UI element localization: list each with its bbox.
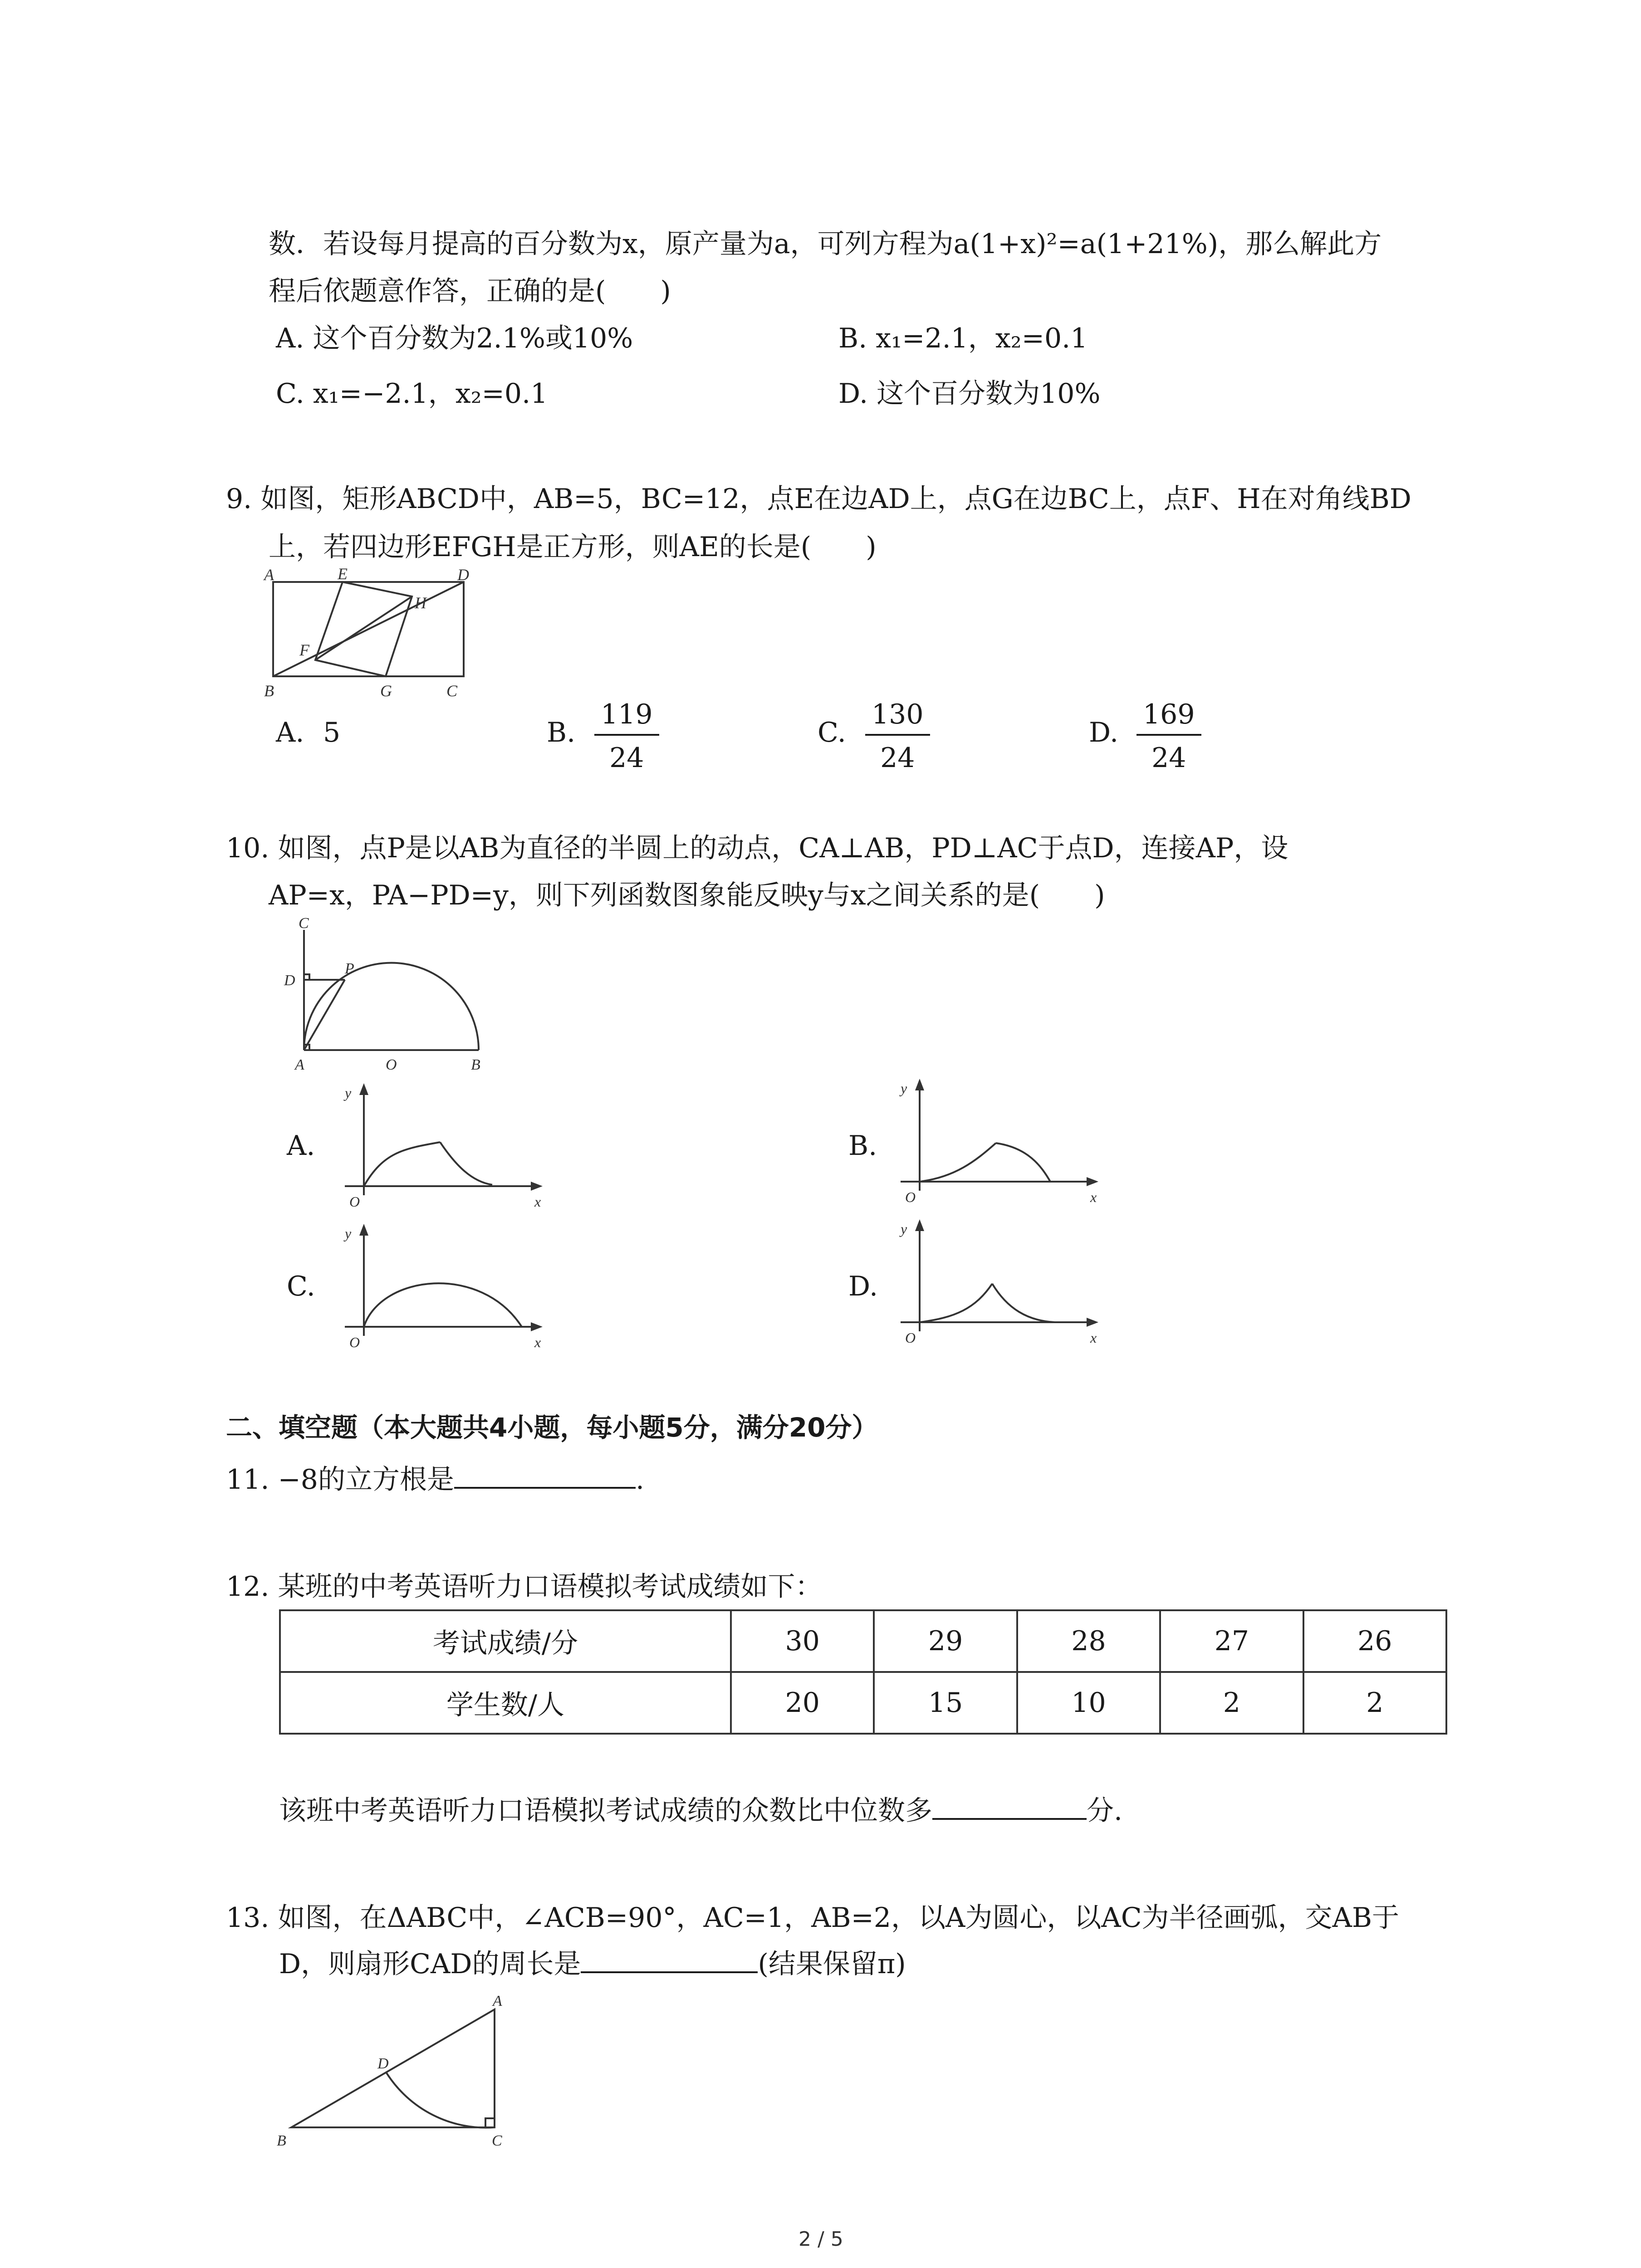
q10-stem-line1: 10. 如图，点P是以AB为直径的半圆上的动点，CA⊥AB，PD⊥AC于点D，连接AP，设 bbox=[226, 832, 1288, 864]
q12-question-line bbox=[279, 1795, 1123, 1827]
q8-option-b: B. x₁=2.1，x₂=0.1 bbox=[838, 323, 1088, 354]
q10-option-c-label: C. bbox=[287, 1271, 315, 1302]
q10-graph-d-y-label: y bbox=[901, 1221, 907, 1237]
table-row bbox=[280, 1672, 1446, 1734]
q9-label-d: D bbox=[457, 566, 469, 584]
q9-option-d-fraction bbox=[1136, 699, 1201, 774]
table-cell: 学生数/人 bbox=[280, 1672, 731, 1734]
q13-end: (结果保留π) bbox=[758, 1948, 906, 1980]
q13-stem-line2 bbox=[279, 1950, 906, 1978]
q9-stem-line1: 9. 如图，矩形ABCD中，AB=5，BC=12，点E在边AD上，点G在边BC上，点F、H在对角线BD bbox=[226, 483, 1411, 515]
table-cell: 2 bbox=[1160, 1672, 1303, 1734]
q8-option-d: D. 这个百分数为10% bbox=[838, 378, 1101, 410]
q9-stem-line2: 上，若四边形EFGH是正方形，则AE的长是( ) bbox=[269, 531, 877, 563]
table-cell: 29 bbox=[874, 1610, 1017, 1672]
q10-graph-a bbox=[336, 1080, 558, 1216]
q10-label-b: B bbox=[471, 1056, 480, 1073]
q9-option-b-fraction bbox=[594, 699, 659, 774]
q9-option-b-label: B. bbox=[547, 717, 576, 748]
q12-end: 分. bbox=[1087, 1795, 1123, 1827]
page-indicator: 2 / 5 bbox=[798, 2228, 843, 2251]
q9-option-d-numerator: 169 bbox=[1136, 699, 1201, 736]
q9-option-b-numerator: 119 bbox=[594, 699, 659, 736]
q10-graph-a-origin: O bbox=[349, 1193, 360, 1210]
q10-graph-a-x-label: x bbox=[534, 1193, 541, 1210]
q10-option-d-label: D. bbox=[848, 1271, 878, 1302]
q10-label-p: P bbox=[345, 960, 354, 977]
q8-option-a: A. 这个百分数为2.1%或10% bbox=[276, 323, 633, 354]
q13-label-a: A bbox=[493, 1993, 502, 2009]
q10-graph-d-origin: O bbox=[905, 1330, 916, 1346]
q13-answer-blank bbox=[581, 1967, 758, 1973]
q10-graph-c-origin: O bbox=[349, 1334, 360, 1350]
table-cell: 10 bbox=[1017, 1672, 1160, 1734]
q9-label-a: A bbox=[264, 566, 274, 584]
table-cell: 15 bbox=[874, 1672, 1017, 1734]
q9-option-d-denominator: 24 bbox=[1151, 742, 1186, 774]
q9-label-e: E bbox=[338, 565, 348, 583]
q10-graph-c-x-label: x bbox=[534, 1334, 541, 1350]
q9-option-a-value: 5 bbox=[323, 717, 341, 748]
q8-stem-line2: 程后依题意作答，正确的是( ) bbox=[269, 275, 671, 307]
q10-stem-line2: AP=x，PA−PD=y，则下列函数图象能反映y与x之间关系的是( ) bbox=[269, 880, 1105, 911]
q10-graph-c bbox=[336, 1220, 558, 1356]
q9-option-d-label: D. bbox=[1089, 717, 1119, 748]
table-cell: 27 bbox=[1160, 1610, 1303, 1672]
q12-question: 该班中考英语听力口语模拟考试成绩的众数比中位数多 bbox=[279, 1795, 932, 1827]
table-cell: 26 bbox=[1303, 1610, 1446, 1672]
q13-label-c: C bbox=[492, 2132, 502, 2149]
q11-line bbox=[226, 1464, 645, 1496]
table-cell: 考试成绩/分 bbox=[280, 1610, 731, 1672]
q10-graph-d bbox=[892, 1216, 1114, 1352]
q9-label-h: H bbox=[415, 594, 426, 612]
q10-graph-b-y-label: y bbox=[901, 1080, 907, 1096]
q10-label-d: D bbox=[284, 972, 295, 989]
q11-end: . bbox=[635, 1464, 645, 1496]
q8-option-c: C. x₁=−2.1，x₂=0.1 bbox=[276, 378, 548, 410]
q11-text: 11. −8的立方根是 bbox=[226, 1464, 454, 1496]
q10-graph-d-x-label: x bbox=[1090, 1330, 1097, 1346]
q13-text: D，则扇形CAD的周长是 bbox=[279, 1948, 581, 1980]
q13-stem-line1: 13. 如图，在ΔABC中，∠ACB=90°，AC=1，AB=2，以A为圆心，以AC为半径画弧，交AB于 bbox=[226, 1902, 1400, 1934]
q12-answer-blank bbox=[932, 1813, 1087, 1820]
q9-option-b-denominator: 24 bbox=[609, 742, 644, 774]
table-cell: 28 bbox=[1017, 1610, 1160, 1672]
q10-graph-b-origin: O bbox=[905, 1189, 916, 1205]
q9-option-c-numerator: 130 bbox=[865, 699, 930, 736]
q10-graph-b bbox=[892, 1075, 1114, 1211]
q12-intro: 12. 某班的中考英语听力口语模拟考试成绩如下： bbox=[226, 1571, 823, 1603]
q13-triangle-figure bbox=[272, 1982, 517, 2155]
q11-answer-blank bbox=[454, 1482, 636, 1489]
section-title: 二、填空题（本大题共4小题，每小题5分，满分20分） bbox=[226, 1412, 878, 1443]
q10-semicircle-figure bbox=[277, 916, 490, 1075]
q12-score-table bbox=[279, 1609, 1447, 1735]
q13-label-b: B bbox=[277, 2132, 286, 2149]
q9-label-g: G bbox=[380, 682, 392, 700]
q10-option-b-label: B. bbox=[848, 1130, 877, 1162]
q9-label-f: F bbox=[299, 641, 309, 659]
q9-rectangle-figure bbox=[263, 565, 481, 701]
q9-option-c-label: C. bbox=[818, 717, 846, 748]
q8-stem-line1: 数．若设每月提高的百分数为x，原产量为a，可列方程为a(1+x)²=a(1+21%)，那么解此方 bbox=[269, 228, 1382, 260]
q10-option-a-label: A. bbox=[287, 1130, 315, 1162]
q10-label-a: A bbox=[295, 1056, 304, 1073]
q10-graph-a-y-label: y bbox=[345, 1085, 352, 1101]
q9-option-c-denominator: 24 bbox=[880, 742, 915, 774]
q13-label-d: D bbox=[377, 2055, 389, 2072]
q9-label-c: C bbox=[446, 682, 458, 700]
q10-label-o: O bbox=[386, 1056, 397, 1073]
q10-graph-c-y-label: y bbox=[345, 1225, 352, 1242]
table-cell: 2 bbox=[1303, 1672, 1446, 1734]
q9-option-c-fraction bbox=[865, 699, 930, 774]
table-cell: 30 bbox=[731, 1610, 874, 1672]
q10-graph-b-x-label: x bbox=[1090, 1189, 1097, 1205]
q9-option-a-label: A. bbox=[276, 717, 304, 748]
table-row bbox=[280, 1610, 1446, 1672]
q9-label-b: B bbox=[264, 682, 274, 700]
table-cell: 20 bbox=[731, 1672, 874, 1734]
q10-label-c: C bbox=[299, 916, 309, 932]
